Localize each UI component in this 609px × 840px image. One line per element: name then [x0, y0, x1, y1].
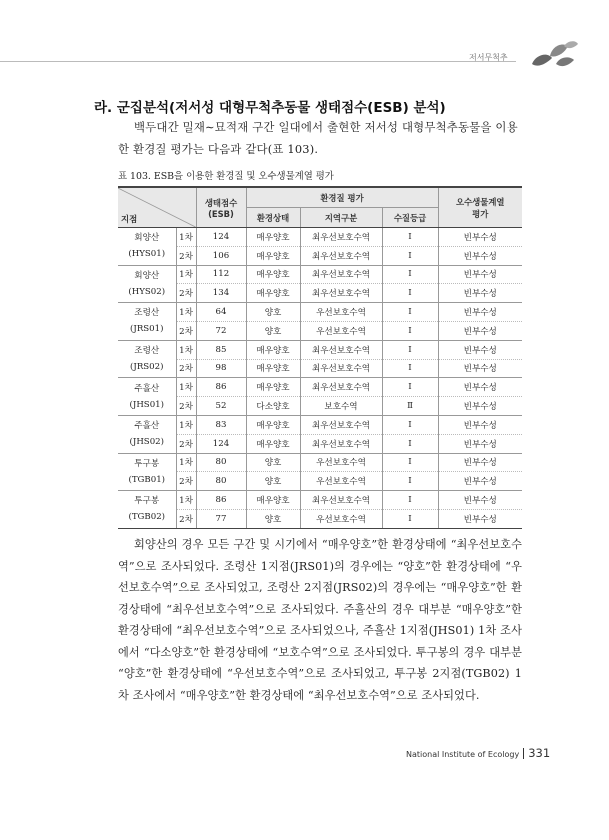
table-row: [118, 397, 522, 416]
page-number: 331: [528, 746, 551, 760]
header-quality-group: 환경질 평가: [246, 187, 438, 208]
header-region: 지역구분: [300, 208, 382, 228]
header-saprobic-line2: 평가: [472, 208, 489, 219]
region-cell: 최우선보호수역: [300, 246, 382, 265]
saprobic-cell: 빈부수성: [438, 228, 522, 247]
region-cell: 최우선보호수역: [300, 284, 382, 303]
header-env-state: 환경상태: [246, 208, 300, 228]
site-name: 주흘산: [134, 421, 160, 432]
saprobic-cell: 빈부수성: [438, 397, 522, 416]
header-saprobic: [438, 187, 522, 228]
region-cell: 우선보호수역: [300, 472, 382, 491]
water-grade-cell: Ⅰ: [382, 321, 438, 340]
footer-separator: [523, 748, 524, 759]
water-grade-cell: Ⅰ: [382, 434, 438, 453]
water-grade-cell: Ⅰ: [382, 415, 438, 434]
round-cell: 2차: [176, 509, 196, 528]
water-grade-cell: Ⅰ: [382, 228, 438, 247]
site-cell: [118, 303, 176, 341]
env-state-cell: 매우양호: [246, 265, 300, 284]
section-title: 라. 군집분석(저서성 대형무척추동물 생태점수(ESB) 분석): [94, 100, 446, 116]
site-name: 조령산: [134, 346, 160, 357]
round-cell: 1차: [176, 378, 196, 397]
esb-cell: 72: [196, 321, 246, 340]
env-state-cell: 매우양호: [246, 491, 300, 510]
table-row: [118, 228, 522, 247]
round-cell: 2차: [176, 359, 196, 378]
saprobic-cell: 빈부수성: [438, 434, 522, 453]
round-cell: 1차: [176, 340, 196, 359]
water-grade-cell: Ⅰ: [382, 246, 438, 265]
table-row: [118, 491, 522, 510]
saprobic-cell: 빈부수성: [438, 340, 522, 359]
round-cell: 2차: [176, 321, 196, 340]
esb-cell: 85: [196, 340, 246, 359]
env-state-cell: 다소양호: [246, 397, 300, 416]
water-grade-cell: Ⅰ: [382, 509, 438, 528]
region-cell: 최우선보호수역: [300, 378, 382, 397]
site-code: (HYS01): [128, 249, 166, 260]
env-state-cell: 매우양호: [246, 228, 300, 247]
table-row: [118, 453, 522, 472]
region-cell: 최우선보호수역: [300, 359, 382, 378]
esb-cell: 124: [196, 228, 246, 247]
env-state-cell: 양호: [246, 321, 300, 340]
header-esb-line2: (ESB): [208, 208, 234, 219]
saprobic-cell: 빈부수성: [438, 246, 522, 265]
round-cell: 2차: [176, 246, 196, 265]
env-state-cell: 양호: [246, 303, 300, 322]
region-cell: 최우선보호수역: [300, 491, 382, 510]
env-state-cell: 양호: [246, 472, 300, 491]
round-cell: 1차: [176, 415, 196, 434]
site-cell: [118, 453, 176, 491]
header-water-grade: 수질등급: [382, 208, 438, 228]
esb-cell: 98: [196, 359, 246, 378]
saprobic-cell: 빈부수성: [438, 415, 522, 434]
table-row: [118, 284, 522, 303]
table-body: [118, 228, 522, 529]
footer-institute: National Institute of Ecology: [406, 750, 520, 759]
site-cell: [118, 265, 176, 303]
site-cell: [118, 378, 176, 416]
env-state-cell: 양호: [246, 509, 300, 528]
table-row: [118, 303, 522, 322]
esb-cell: 80: [196, 472, 246, 491]
body-paragraph: 회양산의 경우 모든 구간 및 시기에서 “매우양호”한 환경상태에 “최우선보호수역”으로 조사되었다. 조령산 1지점(JRS01)의 경우에는 “양호”한 환경상태에 “우선보호수역”으로 조사되었고, 조령산 2지점(JRS02)의 경우에는 “매우양호”한 환경상태에 “최우선보호수역”으로 조사되었다. 주흘산의 경우 대부분 “매우양호”한 환경상태에 “최우선보호수역”으로 조사되었으나, 주흘산 1지점(JHS01) 1차 조사에서 “다소양호”한 환경상태에 “보호수역”으로 조사되었다. 투구봉의 경우 대부분 “양호”한 환경상태에 “우선보호수역”으로 조사되었고, 투구봉 2지점(TGB02) 1차 조사에서 “매우양호”한 환경상태에 “최우선보호수역”으로 조사되었다.: [118, 538, 522, 702]
env-state-cell: 매우양호: [246, 359, 300, 378]
running-title: 저서무척추: [469, 53, 508, 62]
water-grade-cell: Ⅰ: [382, 378, 438, 397]
round-cell: 1차: [176, 491, 196, 510]
water-grade-cell: Ⅰ: [382, 472, 438, 491]
round-cell: 2차: [176, 434, 196, 453]
header-corner: [118, 187, 196, 228]
table-row: [118, 472, 522, 491]
water-grade-cell: Ⅰ: [382, 453, 438, 472]
region-cell: 우선보호수역: [300, 509, 382, 528]
water-grade-cell: Ⅰ: [382, 284, 438, 303]
table-caption: 표 103. ESB을 이용한 환경질 및 오수생물계열 평가: [118, 171, 334, 182]
round-cell: 1차: [176, 303, 196, 322]
site-name: 회양산: [134, 270, 160, 281]
site-code: (JHS01): [129, 399, 164, 410]
env-state-cell: 매우양호: [246, 340, 300, 359]
table-row: [118, 378, 522, 397]
site-name: 조령산: [134, 308, 160, 319]
site-cell: [118, 340, 176, 378]
saprobic-cell: 빈부수성: [438, 284, 522, 303]
site-code: (TGB01): [128, 474, 166, 485]
table-row: [118, 434, 522, 453]
header-esb: [196, 187, 246, 228]
header-site: 지점: [121, 214, 138, 224]
esb-table: [118, 186, 522, 529]
region-cell: 우선보호수역: [300, 303, 382, 322]
table-row: [118, 415, 522, 434]
saprobic-cell: 빈부수성: [438, 509, 522, 528]
water-grade-cell: Ⅱ: [382, 397, 438, 416]
site-name: 회양산: [134, 233, 160, 244]
saprobic-cell: 빈부수성: [438, 303, 522, 322]
esb-cell: 134: [196, 284, 246, 303]
header-rule: [0, 61, 516, 62]
site-name: 주흘산: [134, 383, 160, 394]
intro-paragraph: 백두대간 밀재∼묘적재 구간 일대에서 출현한 저서성 대형무척추동물을 이용한 환경질 평가는 다음과 같다(표 103).: [118, 120, 518, 156]
saprobic-cell: 빈부수성: [438, 453, 522, 472]
site-name: 투구봉: [134, 458, 160, 469]
saprobic-cell: 빈부수성: [438, 359, 522, 378]
round-cell: 2차: [176, 284, 196, 303]
site-cell: [118, 228, 176, 266]
env-state-cell: 양호: [246, 453, 300, 472]
round-cell: 2차: [176, 472, 196, 491]
table-row: [118, 340, 522, 359]
env-state-cell: 매우양호: [246, 284, 300, 303]
site-code: (JRS01): [130, 324, 164, 335]
region-cell: 최우선보호수역: [300, 415, 382, 434]
round-cell: 1차: [176, 265, 196, 284]
region-cell: 최우선보호수역: [300, 265, 382, 284]
round-cell: 1차: [176, 228, 196, 247]
region-cell: 우선보호수역: [300, 321, 382, 340]
round-cell: 1차: [176, 453, 196, 472]
esb-cell: 112: [196, 265, 246, 284]
table-row: [118, 359, 522, 378]
water-grade-cell: Ⅰ: [382, 340, 438, 359]
esb-cell: 83: [196, 415, 246, 434]
table-row: [118, 265, 522, 284]
round-cell: 2차: [176, 397, 196, 416]
esb-cell: 80: [196, 453, 246, 472]
esb-cell: 86: [196, 378, 246, 397]
site-code: (TGB02): [128, 512, 166, 523]
water-grade-cell: Ⅰ: [382, 491, 438, 510]
site-code: (JRS02): [130, 362, 164, 373]
site-cell: [118, 491, 176, 529]
env-state-cell: 매우양호: [246, 378, 300, 397]
region-cell: 최우선보호수역: [300, 340, 382, 359]
region-cell: 보호수역: [300, 397, 382, 416]
esb-cell: 86: [196, 491, 246, 510]
water-grade-cell: Ⅰ: [382, 303, 438, 322]
esb-cell: 52: [196, 397, 246, 416]
region-cell: 최우선보호수역: [300, 228, 382, 247]
saprobic-cell: 빈부수성: [438, 265, 522, 284]
water-grade-cell: Ⅰ: [382, 359, 438, 378]
esb-cell: 106: [196, 246, 246, 265]
site-name: 투구봉: [134, 496, 160, 507]
region-cell: 최우선보호수역: [300, 434, 382, 453]
site-code: (JHS02): [129, 437, 164, 448]
table-row: [118, 246, 522, 265]
leaf-icon: [522, 38, 582, 78]
esb-cell: 124: [196, 434, 246, 453]
env-state-cell: 매우양호: [246, 415, 300, 434]
saprobic-cell: 빈부수성: [438, 491, 522, 510]
env-state-cell: 매우양호: [246, 434, 300, 453]
saprobic-cell: 빈부수성: [438, 378, 522, 397]
saprobic-cell: 빈부수성: [438, 321, 522, 340]
region-cell: 우선보호수역: [300, 453, 382, 472]
water-grade-cell: Ⅰ: [382, 265, 438, 284]
table-row: [118, 509, 522, 528]
header-esb-line1: 생태점수: [204, 197, 238, 208]
table-row: [118, 321, 522, 340]
body-text: [118, 534, 522, 706]
site-code: (HYS02): [128, 286, 166, 297]
header-saprobic-line1: 오수생물계열: [455, 196, 505, 207]
esb-cell: 64: [196, 303, 246, 322]
env-state-cell: 매우양호: [246, 246, 300, 265]
saprobic-cell: 빈부수성: [438, 472, 522, 491]
esb-cell: 77: [196, 509, 246, 528]
site-cell: [118, 415, 176, 453]
footer: [406, 746, 550, 760]
